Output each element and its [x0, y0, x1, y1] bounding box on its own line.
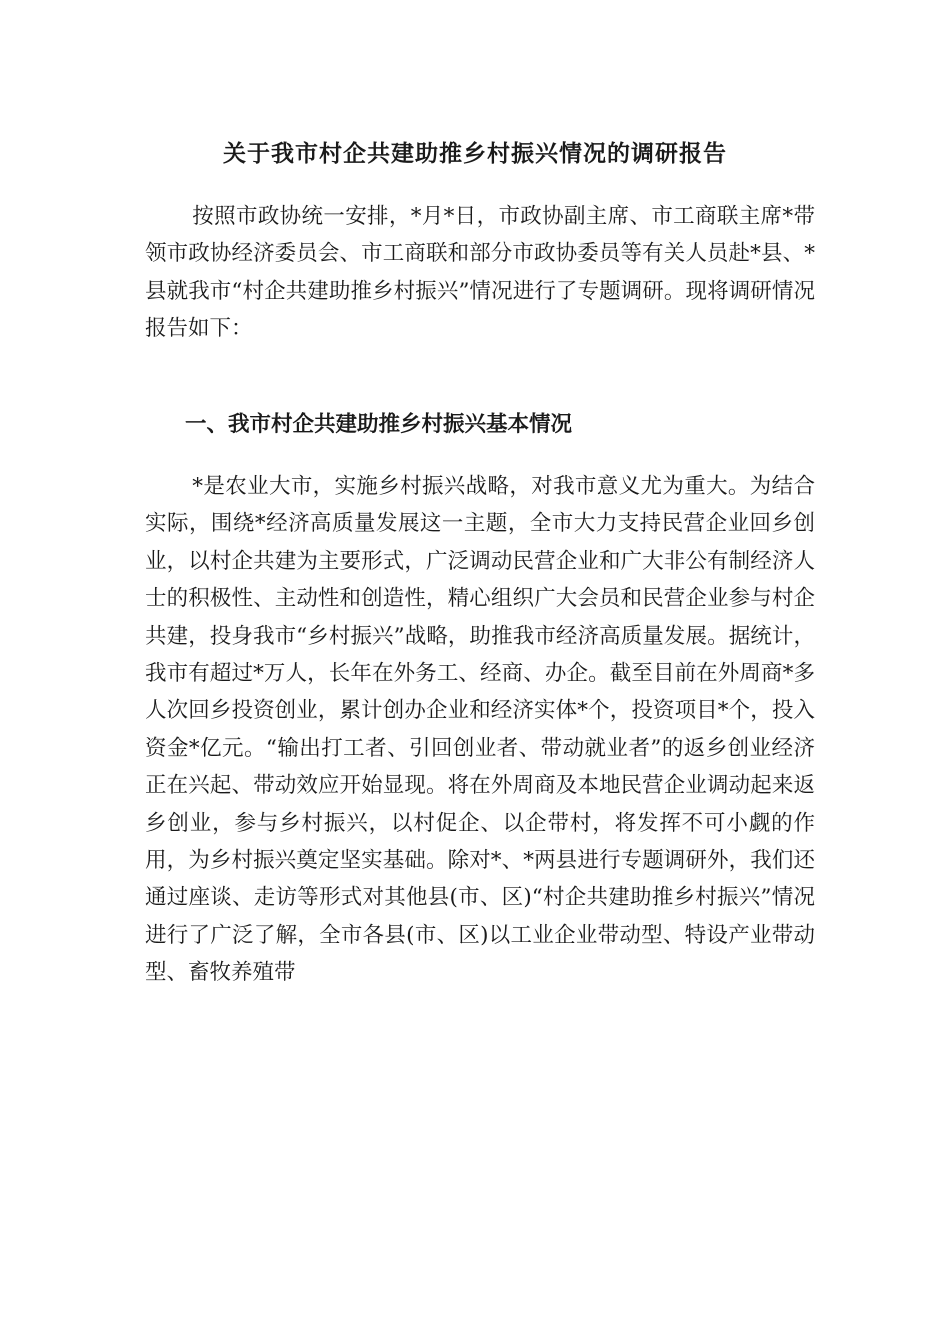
body-paragraph: *是农业大市，实施乡村振兴战略，对我市意义尤为重大。为结合实际，围绕*经济高质量发展这一主题，全市大力支持民营企业回乡创业，以村企共建为主要形式，广泛调动民营企业和广大非公有制经济人士的积极性、主动性和创造性，精心组织广大会员和民营企业参与村企共建，投身我市“乡村振兴”战略，助推我市经济高质量发展。据统计，我市有超过*万人，长年在外务工、经商、办企。截至目前在外周商*多人次回乡投资创业，累计创办企业和经济实体*个，投资项目*个，投入资金*亿元。“输出打工者、引回创业者、带动就业者”的返乡创业经济正在兴起、带动效应开始显现。将在外周商及本地民营企业调动起来返乡创业，参与乡村振兴，以村促企、以企带村，将发挥不可小觑的作用，为乡村振兴奠定坚实基础。除对*、*两县进行专题调研外，我们还通过座谈、走访等形式对其他县(市、区)“村企共建助推乡村振兴”情况进行了广泛了解，全市各县(市、区)以工业企业带动型、特设产业带动型、畜牧养殖带: [145, 474, 815, 986]
document-title: 关于我市村企共建助推乡村振兴情况的调研报告: [223, 140, 727, 167]
section-heading: 一、我市村企共建助推乡村振兴基本情况: [185, 412, 573, 437]
intro-paragraph: 按照市政协统一安排，*月*日，市政协副主席、市工商联主席*带领市政协经济委员会、市工商联和部分市政协委员等有关人员赴*县、*县就我市“村企共建助推乡村振兴”情况进行了专题调研。现将调研情况报告如下：: [145, 204, 815, 342]
